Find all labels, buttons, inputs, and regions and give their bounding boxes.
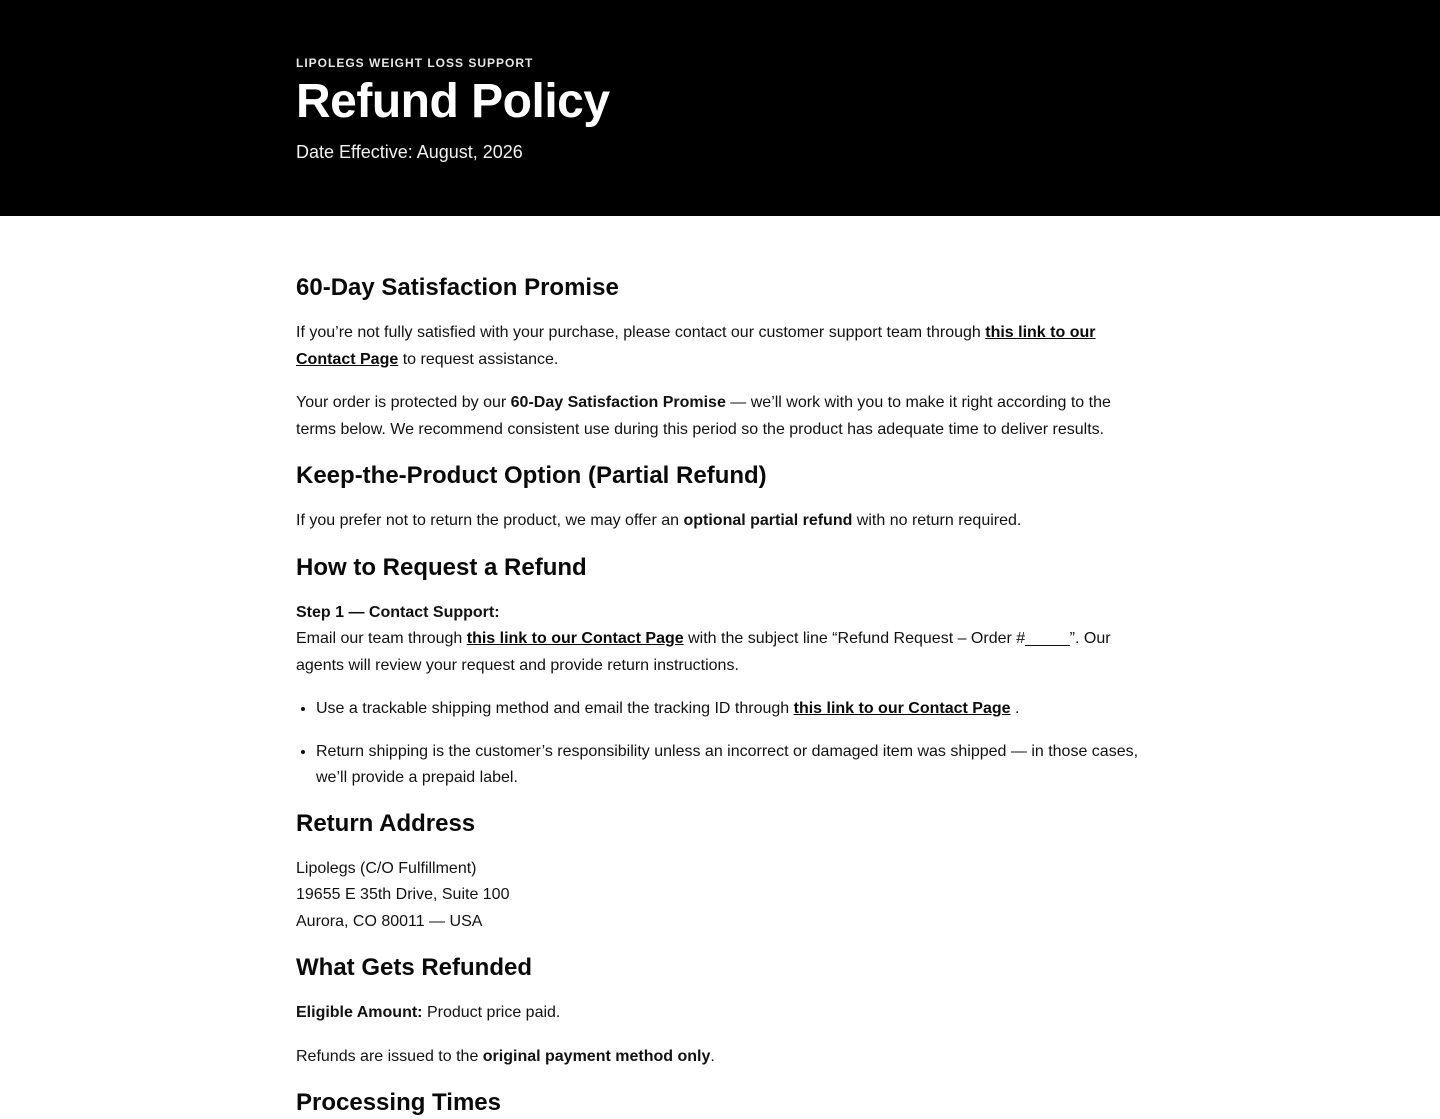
section-heading: 60-Day Satisfaction Promise [296, 274, 619, 301]
section-satisfaction-promise [296, 272, 1144, 443]
text: to request assistance. [398, 350, 559, 368]
section-heading: What Gets Refunded [296, 954, 533, 981]
list-item: • Return shipping is the customer’s responsibility unless an incorrect or damaged item was shipped — in those cases, we’ll provide a prepaid label. [316, 739, 1144, 792]
contact-page-link[interactable]: this link to our Contact Page [296, 324, 1096, 368]
step-1-label: Step 1 — Contact Support: [296, 603, 500, 621]
partial-refund-bold: optional partial refund [683, 512, 853, 529]
text: . [1010, 700, 1020, 717]
section-processing-times [296, 1087, 1144, 1119]
address-line: Aurora, CO 80011 — USA [296, 912, 483, 930]
promise-paragraph-contact [296, 320, 1144, 373]
request-bullets [296, 696, 1144, 792]
eligible-value: Product price paid. [422, 1004, 561, 1021]
policy-content [296, 216, 1144, 1119]
step-1-paragraph [296, 600, 1144, 680]
text: If you’re not fully satisfied with your purchase, please contact our customer support team through [296, 324, 986, 341]
section-heading: Processing Times [296, 1089, 501, 1116]
return-address [296, 856, 1144, 936]
eligible-amount [296, 1000, 1144, 1027]
section-heading: Keep-the-Product Option (Partial Refund) [296, 462, 767, 489]
text: with no return required. [852, 512, 1022, 529]
effective-date: Date Effective: August, 2026 [296, 142, 523, 162]
section-heading: How to Request a Refund [296, 553, 587, 581]
text: — we’ll work with you to make it right according to the terms below. We recommend consistent use during this period so the product has adequate time to deliver results. [296, 394, 1111, 438]
text: Refunds are issued to the [296, 1047, 483, 1065]
text: Email our team through [296, 630, 467, 647]
address-line: Lipolegs (C/O Fulfillment) [296, 859, 477, 877]
promise-bold: 60-Day Satisfaction Promise [510, 394, 726, 411]
eligible-label: Eligible Amount: [296, 1004, 423, 1021]
section-heading: Return Address [296, 809, 476, 837]
contact-page-link[interactable]: this link to our Contact Page [793, 700, 1011, 717]
text: Use a trackable shipping method and email the tracking ID through [316, 700, 794, 717]
page-hero [0, 0, 1440, 216]
keep-paragraph [296, 508, 1144, 535]
text: Your order is protected by our [296, 394, 511, 411]
list-item [316, 696, 1144, 723]
method-bold: original payment method only [482, 1047, 711, 1065]
contact-page-link[interactable]: this link to our Contact Page [466, 630, 684, 647]
address-line: 19655 E 35th Drive, Suite 100 [296, 886, 510, 903]
section-request-refund [296, 552, 1144, 792]
text: . [710, 1047, 715, 1065]
section-keep-product [296, 460, 1144, 535]
promise-paragraph-terms [296, 390, 1144, 443]
section-return-address [296, 808, 1144, 936]
text: If you prefer not to return the product, we may offer an [296, 512, 684, 529]
page-title: Refund Policy [296, 75, 610, 128]
text: with the subject line “Refund Request – Order #_____”. Our agents will review your request and provide return instructions. [296, 630, 1111, 674]
refund-method [296, 1044, 1144, 1071]
brand-eyebrow: LIPOLEGS WEIGHT LOSS SUPPORT [296, 56, 534, 70]
section-what-gets-refunded [296, 952, 1144, 1070]
